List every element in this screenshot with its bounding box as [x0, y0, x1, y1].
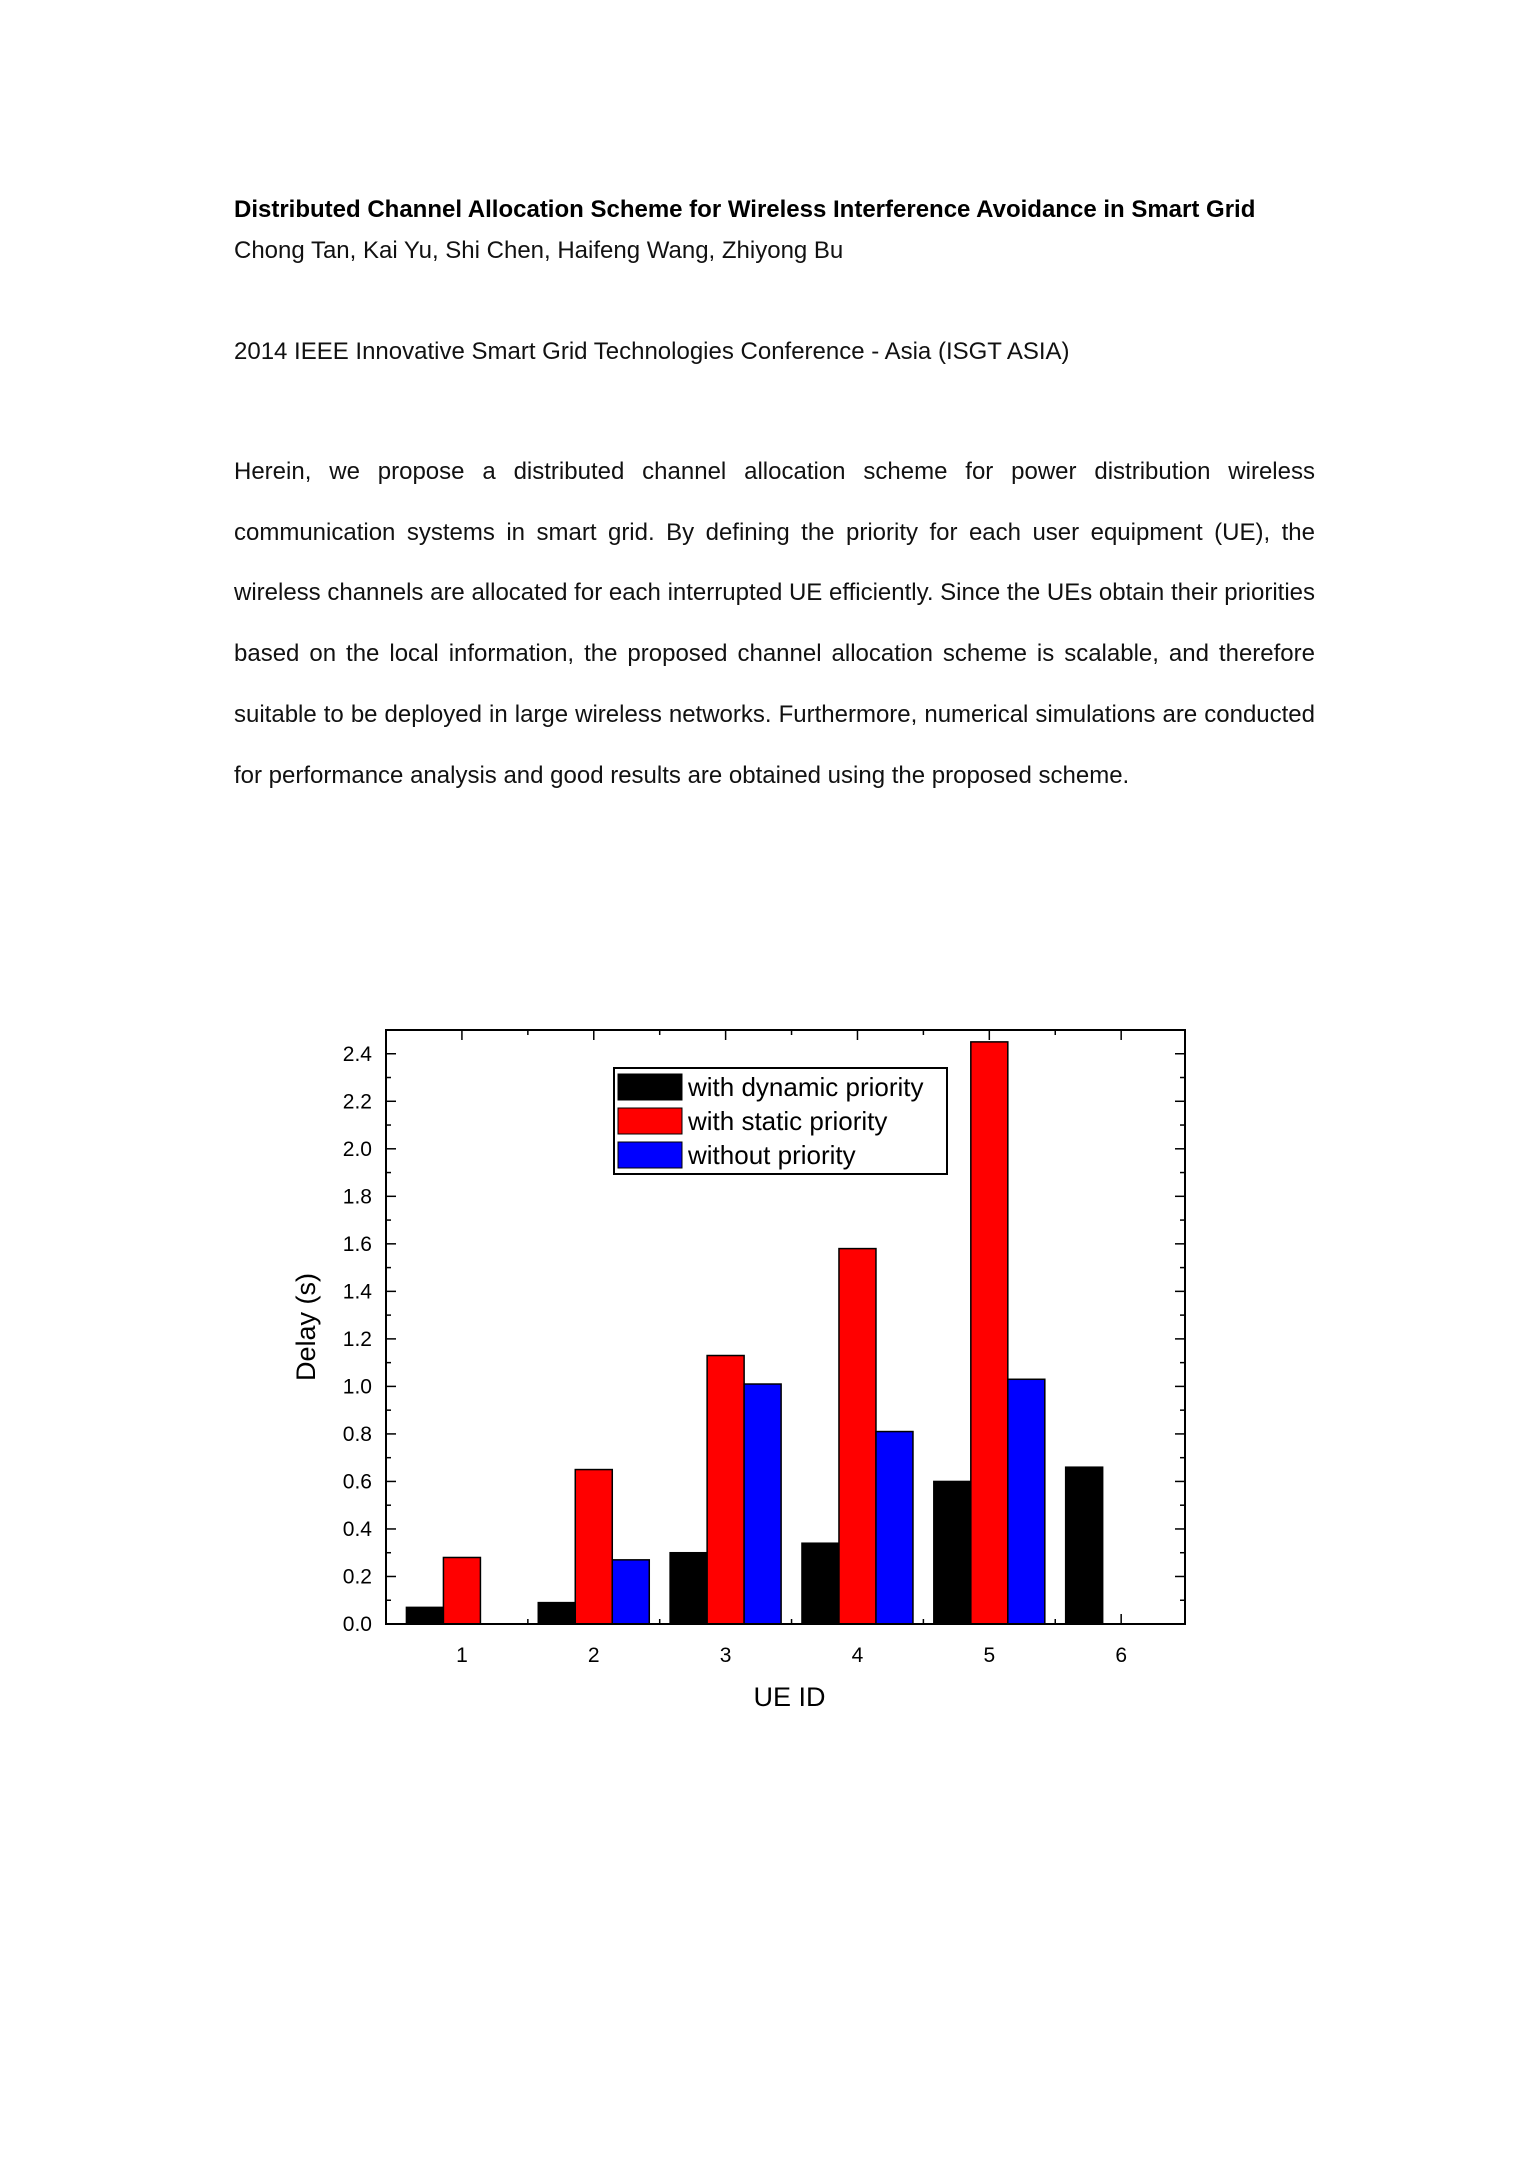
x-tick-label: 6: [1115, 1644, 1128, 1667]
bar-with-dynamic-priority-ue-1: [406, 1607, 443, 1624]
bar-with-static-priority-ue-3: [707, 1356, 744, 1624]
legend-label: without priority: [688, 1140, 856, 1170]
y-tick-label: 2.4: [342, 1042, 372, 1066]
bar-with-dynamic-priority-ue-2: [538, 1603, 575, 1624]
y-tick-label: 0.2: [342, 1565, 372, 1589]
y-tick-label: 1.0: [342, 1375, 372, 1399]
y-tick-label: 2.2: [342, 1090, 372, 1114]
legend: [614, 1068, 947, 1174]
paper-title: Distributed Channel Allocation Scheme for Wireless Interference Avoidance in Smart Grid: [234, 196, 1256, 223]
y-tick-label: 0.8: [342, 1422, 372, 1446]
y-tick-label: 1.8: [342, 1185, 372, 1209]
legend-label: with static priority: [688, 1106, 888, 1136]
legend-swatch: [618, 1142, 682, 1168]
bar-with-dynamic-priority-ue-3: [670, 1553, 707, 1624]
x-tick-label: 2: [587, 1644, 600, 1667]
bar-without-priority-ue-4: [876, 1432, 913, 1624]
bar-with-static-priority-ue-2: [575, 1470, 612, 1624]
legend-label: with dynamic priority: [688, 1072, 924, 1102]
y-tick-label: 1.2: [342, 1327, 372, 1351]
bar-without-priority-ue-3: [744, 1384, 781, 1624]
bar-with-static-priority-ue-4: [839, 1249, 876, 1624]
bar-with-dynamic-priority-ue-4: [802, 1543, 839, 1624]
bar-without-priority-ue-2: [612, 1560, 649, 1624]
x-tick-label: 1: [456, 1644, 468, 1667]
y-tick-label: 1.6: [342, 1232, 372, 1256]
bar-with-dynamic-priority-ue-5: [934, 1481, 971, 1624]
bar-without-priority-ue-5: [1008, 1379, 1045, 1624]
x-axis-label: UE ID: [753, 1682, 826, 1712]
paper-abstract: Herein, we propose a distributed channel allocation scheme for power distribution wireless communication systems in smart grid. By defining the priority for each user equipment (UE), the wireless channels are allocated for each interrupted UE efficiently. Since the UEs obtain their priorities based on the local information, the proposed channel allocation scheme is scalable, and therefore suitable to be deployed in large wireless networks. Furthermore, numerical simulations are conducted for performance analysis and good results are obtained using the proposed scheme.: [234, 458, 1315, 789]
y-tick-labels: [343, 1043, 373, 1636]
x-tick-label: 3: [719, 1644, 732, 1667]
x-tick-label: 5: [983, 1644, 996, 1667]
paper-venue: 2014 IEEE Innovative Smart Grid Technologies Conference - Asia (ISGT ASIA): [234, 338, 1070, 365]
bar-with-static-priority-ue-1: [443, 1557, 480, 1624]
bar-with-static-priority-ue-5: [971, 1042, 1008, 1624]
bar-with-dynamic-priority-ue-6: [1066, 1467, 1103, 1624]
legend-swatch: [618, 1108, 682, 1134]
y-tick-label: 0.6: [342, 1470, 372, 1494]
y-tick-label: 2.0: [342, 1137, 372, 1161]
x-tick-labels: [456, 1644, 1127, 1667]
y-axis-label: Delay (s): [291, 1272, 321, 1382]
y-tick-label: 0.0: [342, 1613, 372, 1636]
y-tick-label: 0.4: [342, 1517, 372, 1541]
legend-swatch: [618, 1074, 682, 1100]
paper-authors: Chong Tan, Kai Yu, Shi Chen, Haifeng Wang, Zhiyong Bu: [234, 237, 844, 264]
x-tick-label: 4: [851, 1644, 864, 1667]
y-tick-label: 1.4: [342, 1280, 372, 1304]
